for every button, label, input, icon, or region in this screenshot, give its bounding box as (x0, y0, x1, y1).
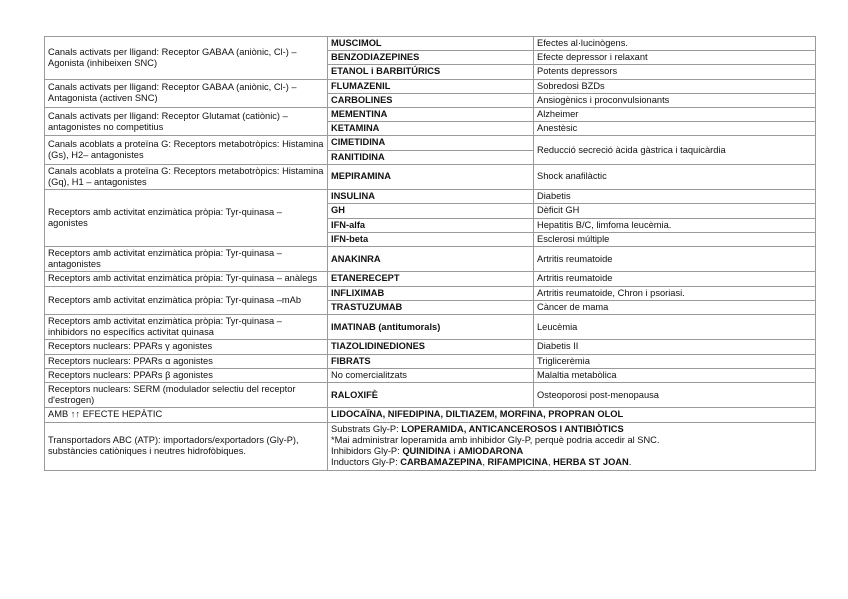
drug-cell: MEMENTINA (328, 108, 534, 122)
table-row (45, 247, 816, 272)
drug-cell: IFN-alfa (328, 218, 534, 232)
inductor-drug: RIFAMPICINA (487, 457, 548, 468)
target-cell: Receptors amb activitat enzimàtica pròpia: Tyr-quinasa – antagonistes (45, 247, 328, 272)
target-cell: Canals activats per lligand: Receptor GABAA (aniònic, Cl-) – Antagonista (activen SNC) (45, 79, 328, 107)
warning-note: *Mai administrar loperamida amb inhibidor Gly-P, perquè podria accedir al SNC. (331, 434, 660, 445)
table-row (45, 37, 816, 51)
drug-cell: ETANOL i BARBITÚRICS (328, 65, 534, 79)
effect-cell: Artritis reumatoide, Chron i psoriasi. (534, 286, 816, 300)
target-cell: Receptors nuclears: PPARs γ agonistes (45, 340, 328, 354)
effect-cell: Malaltia metabòlica (534, 368, 816, 382)
effect-cell: Alzheimer (534, 108, 816, 122)
substrats-drugs: LOPERAMIDA, ANTICANCEROSOS I ANTIBIÒTICS (401, 423, 624, 434)
effect-cell: Sobredosi BZDs (534, 79, 816, 93)
inductor-drug: HERBA ST JOAN (553, 457, 629, 468)
target-cell: Transportadors ABC (ATP): importadors/exportadors (Gly-P), substàncies catiòniques i neutres hidrofòbiques. (45, 422, 328, 470)
separator: , (547, 457, 554, 468)
drug-cell: KETAMINA (328, 122, 534, 136)
combined-drugs-cell: LIDOCAÏNA, NIFEDIPINA, DILTIAZEM, MORFINA, PROPRAN OLOL (328, 408, 816, 422)
table-row (45, 422, 816, 470)
table-row (45, 286, 816, 300)
effect-cell: Diabetis II (534, 340, 816, 354)
drug-cell: RALOXIFÈ (328, 383, 534, 408)
target-cell: Receptors nuclears: PPARs α agonistes (45, 354, 328, 368)
drug-cell: MEPIRAMINA (328, 164, 534, 189)
table-row (45, 354, 816, 368)
inhibidor-drug: QUINIDINA (402, 446, 451, 457)
table-row (45, 136, 816, 150)
effect-cell: Dèficit GH (534, 204, 816, 218)
drug-cell: ANAKINRA (328, 247, 534, 272)
effect-cell: Potents depressors (534, 65, 816, 79)
effect-cell: Reducció secreció àcida gàstrica i taquicàrdia (534, 136, 816, 164)
drug-cell: IMATINAB (antitumorals) (328, 315, 534, 340)
pharmacology-table (44, 36, 816, 471)
drug-cell: CIMETIDINA (328, 136, 534, 150)
transporter-details-cell (328, 422, 816, 470)
inhibidors-prefix: Inhibidors Gly-P: (331, 446, 403, 457)
effect-cell: Artritis reumatoide (534, 272, 816, 286)
substrats-line (331, 424, 812, 435)
effect-cell: Leucèmia (534, 315, 816, 340)
drug-cell: IFN-beta (328, 232, 534, 246)
effect-cell: Osteoporosi post-menopausa (534, 383, 816, 408)
target-cell: Canals acoblats a proteïna G: Receptors metabotròpics: Histamina (Gs), H2– antagonistes (45, 136, 328, 164)
table-row (45, 408, 816, 422)
effect-cell: Efectes al·lucinògens. (534, 37, 816, 51)
drug-cell: INFLIXIMAB (328, 286, 534, 300)
target-cell: Canals acoblats a proteïna G: Receptors metabotròpics: Histamina (Gq), H1 – antagonistes (45, 164, 328, 189)
drug-cell: BENZODIAZEPINES (328, 51, 534, 65)
table-row (45, 108, 816, 122)
effect-cell: Efecte depressor i relaxant (534, 51, 816, 65)
inductor-drug: CARBAMAZEPINA (400, 457, 483, 468)
table-row (45, 79, 816, 93)
separator: , (482, 457, 488, 468)
inhibidors-line (331, 446, 812, 457)
drug-cell: CARBOLINES (328, 93, 534, 107)
drug-cell: RANITIDINA (328, 150, 534, 164)
table-row (45, 368, 816, 382)
drug-cell: TIAZOLIDINEDIONES (328, 340, 534, 354)
target-cell: Receptors amb activitat enzimàtica pròpia: Tyr-quinasa – agonistes (45, 190, 328, 247)
effect-cell: Càncer de mama (534, 300, 816, 314)
drug-cell: GH (328, 204, 534, 218)
inhibidor-drug: AMIODARONA (458, 446, 524, 457)
separator: . (628, 457, 632, 468)
inductors-line (331, 457, 812, 468)
target-cell: AMB ↑↑ EFECTE HEPÀTIC (45, 408, 328, 422)
effect-cell: Diabetis (534, 190, 816, 204)
target-cell: Receptors amb activitat enzimàtica pròpia: Tyr-quinasa – anàlegs (45, 272, 328, 286)
target-cell: Receptors amb activitat enzimàtica pròpia: Tyr-quinasa –mAb (45, 286, 328, 314)
target-cell: Receptors amb activitat enzimàtica pròpia: Tyr-quinasa – inhibidors no específics activitat quinasa (45, 315, 328, 340)
drug-cell: FIBRATS (328, 354, 534, 368)
table-row (45, 190, 816, 204)
effect-cell: Hepatitis B/C, limfoma leucèmia. (534, 218, 816, 232)
drug-cell: INSULINA (328, 190, 534, 204)
effect-cell: Shock anafilàctic (534, 164, 816, 189)
target-cell: Receptors nuclears: PPARs β agonistes (45, 368, 328, 382)
drug-cell: No comercialitzats (328, 368, 534, 382)
table-row (45, 315, 816, 340)
inductors-prefix: Inductors Gly-P: (331, 457, 401, 468)
target-cell: Receptors nuclears: SERM (modulador selectiu del receptor d'estrogen) (45, 383, 328, 408)
drug-cell: FLUMAZENIL (328, 79, 534, 93)
effect-cell: Artritis reumatoide (534, 247, 816, 272)
effect-cell: Anestèsic (534, 122, 816, 136)
drug-cell: TRASTUZUMAB (328, 300, 534, 314)
drug-cell: ETANERECEPT (328, 272, 534, 286)
table-row (45, 272, 816, 286)
effect-cell: Ansiogènics i proconvulsionants (534, 93, 816, 107)
table-row (45, 383, 816, 408)
separator: i (450, 446, 459, 457)
target-cell: Canals activats per lligand: Receptor Glutamat (catiònic) – antagonistes no competitius (45, 108, 328, 136)
substrats-prefix: Substrats Gly-P: (331, 423, 402, 434)
target-cell: Canals activats per lligand: Receptor GABAA (aniònic, Cl-) – Agonista (inhibeixen SNC) (45, 37, 328, 80)
effect-cell: Esclerosi múltiple (534, 232, 816, 246)
effect-cell: Triglicerèmia (534, 354, 816, 368)
drug-cell: MUSCIMOL (328, 37, 534, 51)
table-row (45, 164, 816, 189)
table-row (45, 340, 816, 354)
